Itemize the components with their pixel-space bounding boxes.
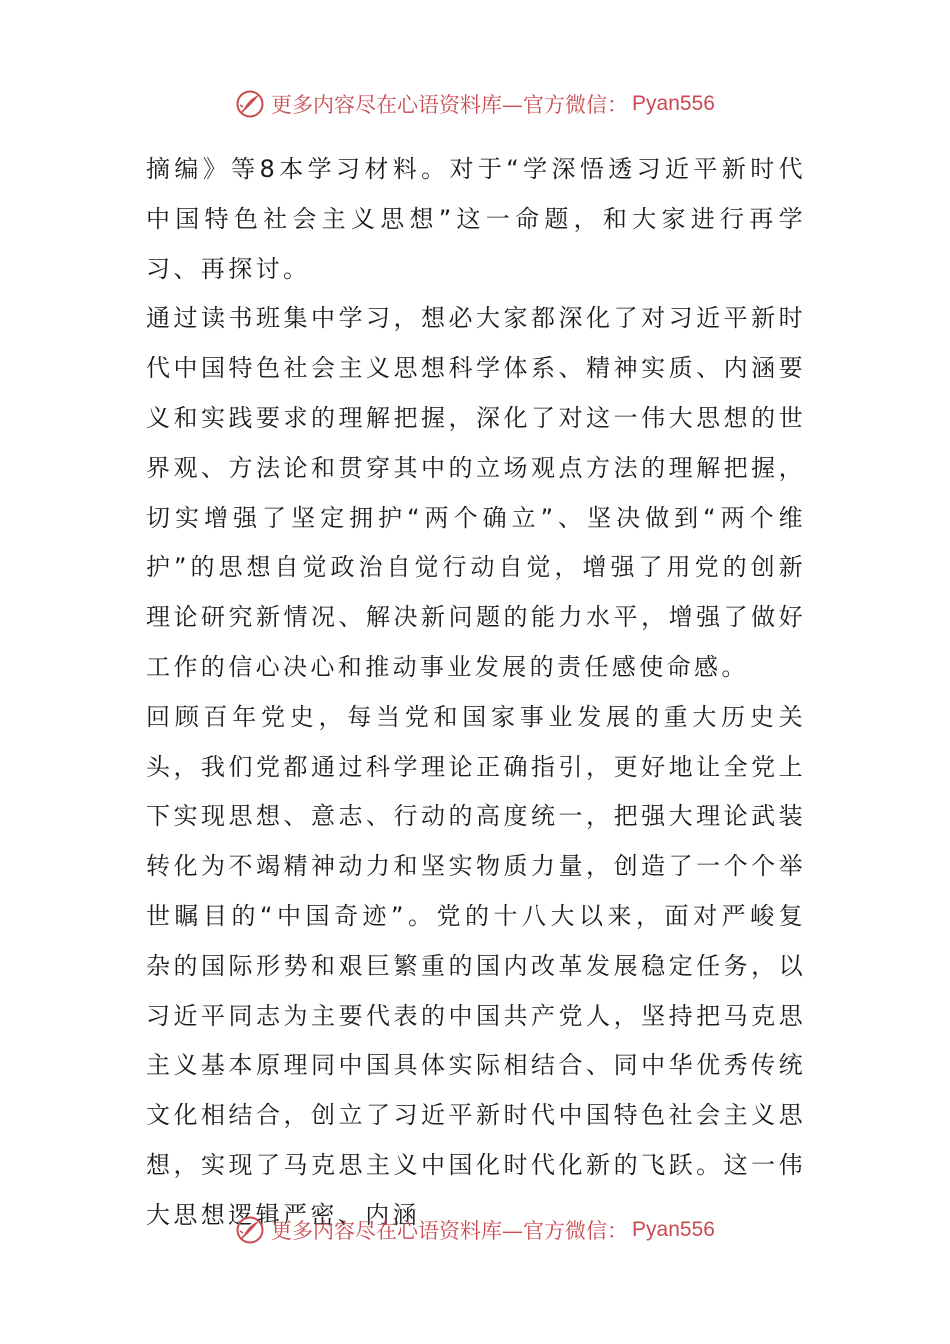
footer-banner bbox=[0, 1210, 950, 1250]
body-text bbox=[146, 145, 806, 1241]
header-banner bbox=[0, 84, 950, 124]
paragraph-2: 通过读书班集中学习，想必大家都深化了对习近平新时代中国特色社会主义思想科学体系、精神实质、内涵要义和实践要求的理解把握，深化了对这一伟大思想的世界观、方法论和贯穿其中的立场观点方法的理解把握，切实增强了坚定拥护“两个确立”、坚决做到“两个维护”的思想自觉政治自觉行动自觉，增强了用党的创新理论研究新情况、解决新问题的能力水平，增强了做好工作的信心决心和推动事业发展的责任感使命感。 bbox=[146, 304, 806, 681]
banner-slogan: 更多内容尽在心语资料库—官方微信： bbox=[271, 1219, 629, 1243]
wechat-id: Pyan556 bbox=[632, 1218, 715, 1241]
wechat-id: Pyan556 bbox=[632, 92, 715, 115]
banner-slogan: 更多内容尽在心语资料库—官方微信： bbox=[271, 93, 629, 117]
paragraph-1: 摘编》等8本学习材料。对于“学深悟透习近平新时代中国特色社会主义思想”这一命题，和大家进行再学习、再探讨。 bbox=[146, 155, 806, 283]
quill-logo-icon bbox=[235, 1215, 265, 1245]
paragraph-3: 回顾百年党史，每当党和国家事业发展的重大历史关头，我们党都通过科学理论正确指引，更好地让全党上下实现思想、意志、行动的高度统一，把强大理论武装转化为不竭精神动力和坚实物质力量，创造了一个个举世瞩目的“中国奇迹”。党的十八大以来，面对严峻复杂的国际形势和艰巨繁重的国内改革发展稳定任务，以习近平同志为主要代表的中国共产党人，坚持把马克思主义基本原理同中国具体实际相结合、同中华优秀传统文化相结合，创立了习近平新时代中国特色社会主义思想，实现了马克思主义中国化时代化新的飞跃。这一伟大思想逻辑严密、内涵 bbox=[146, 702, 806, 1229]
quill-logo-icon bbox=[235, 89, 265, 119]
